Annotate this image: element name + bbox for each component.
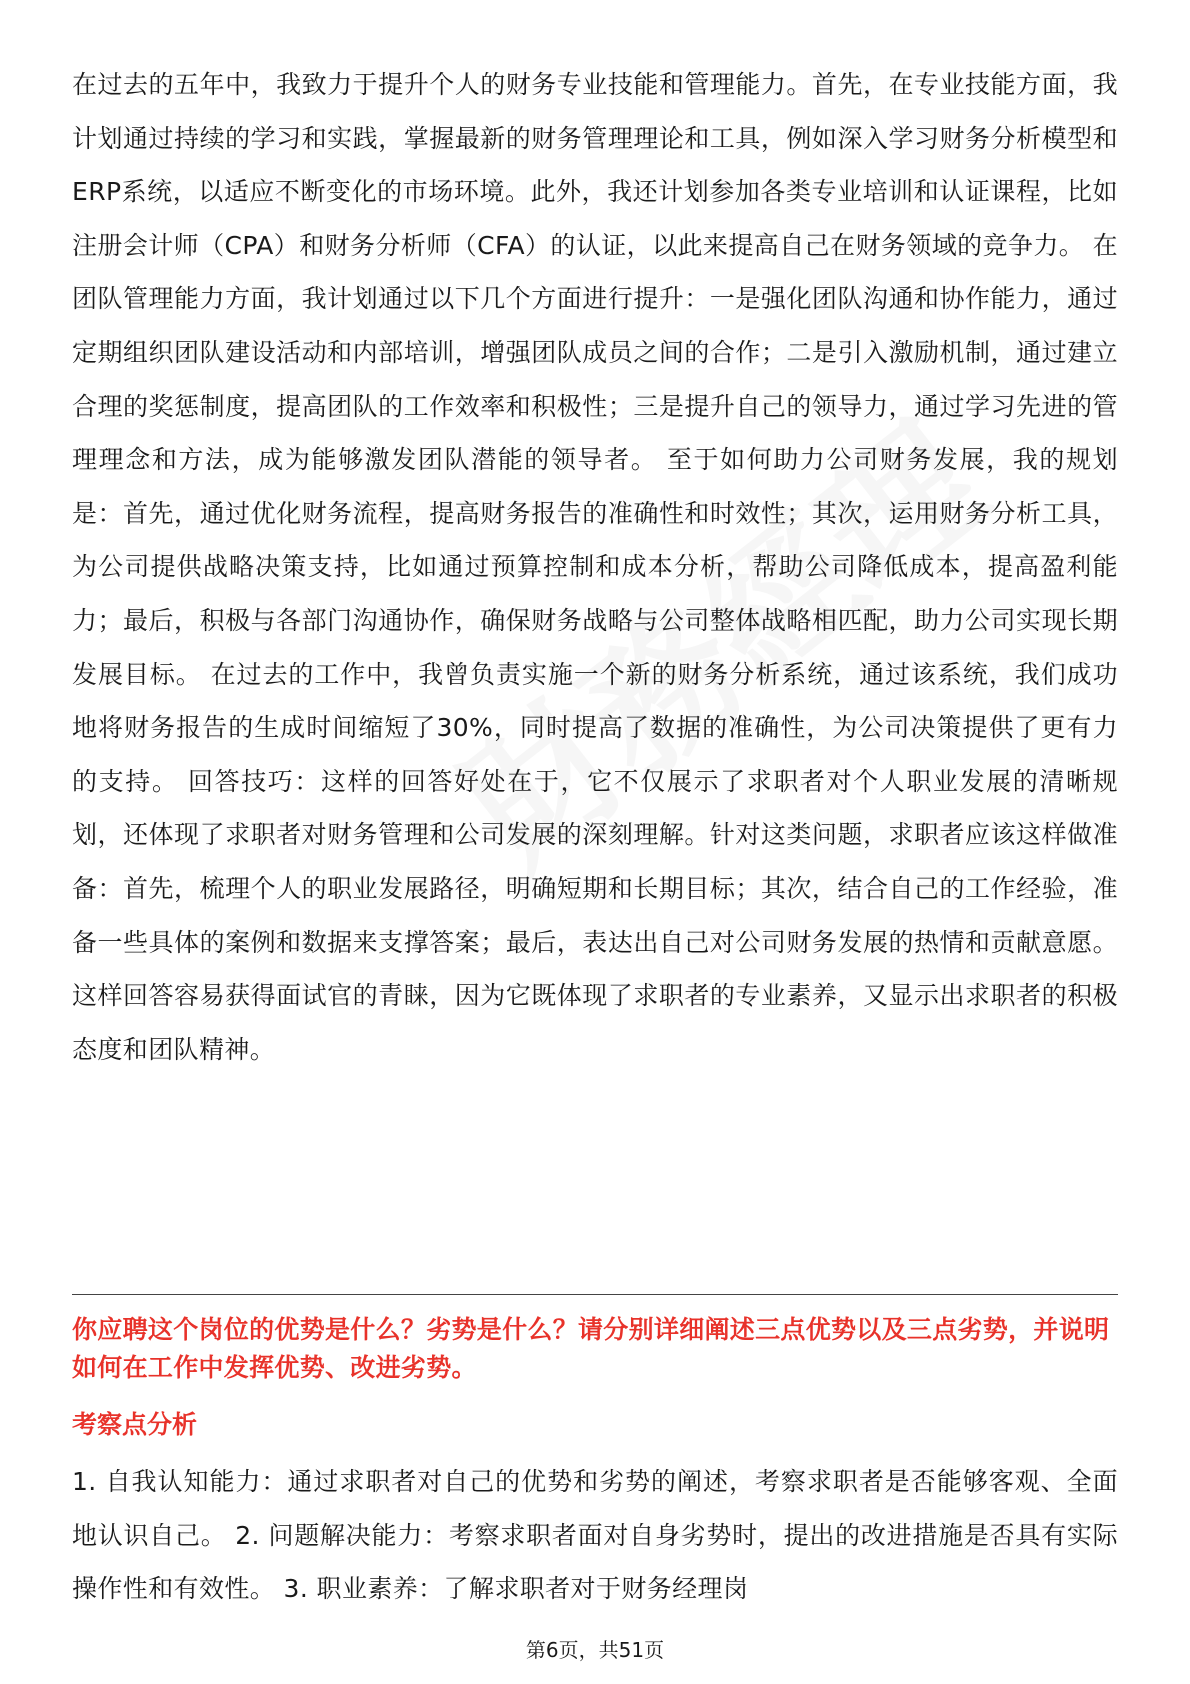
page-number: 第6页，共51页 — [525, 1638, 665, 1662]
interview-question: 你应聘这个岗位的优势是什么？劣势是什么？请分别详细阐述三点优势以及三点劣势，并说明如何在工作中发挥优势、改进劣势。 — [72, 1315, 1110, 1382]
answer-body — [72, 58, 1118, 1076]
analysis-paragraph: 1. 自我认知能力：通过求职者对自己的优势和劣势的阐述，考察求职者是否能够客观、全面地认识自己。 2. 问题解决能力：考察求职者面对自身劣势时，提出的改进措施是否具有实际操作性和有效性。 3. 职业素养：了解求职者对于财务经理岗 — [72, 1467, 1118, 1604]
answer-paragraph: 在过去的五年中，我致力于提升个人的财务专业技能和管理能力。首先，在专业技能方面，我计划通过持续的学习和实践，掌握最新的财务管理理论和工具，例如深入学习财务分析模型和ERP系统，以适应不断变化的市场环境。此外，我还计划参加各类专业培训和认证课程，比如注册会计师（CPA）和财务分析师（CFA）的认证，以此来提高自己在财务领域的竞争力。 在团队管理能力方面，我计划通过以下几个方面进行提升：一是强化团队沟通和协作能力，通过定期组织团队建设活动和内部培训，增强团队成员之间的合作；二是引入激励机制，通过建立合理的奖惩制度，提高团队的工作效率和积极性；三是提升自己的领导力，通过学习先进的管理理念和方法，成为能够激发团队潜能的领导者。 至于如何助力公司财务发展，我的规划是：首先，通过优化财务流程，提高财务报告的准确性和时效性；其次，运用财务分析工具，为公司提供战略决策支持，比如通过预算控制和成本分析，帮助公司降低成本，提高盈利能力；最后，积极与各部门沟通协作，确保财务战略与公司整体战略相匹配，助力公司实现长期发展目标。 在过去的工作中，我曾负责实施一个新的财务分析系统，通过该系统，我们成功地将财务报告的生成时间缩短了30%，同时提高了数据的准确性，为公司决策提供了更有力的支持。 回答技巧：这样的回答好处在于，它不仅展示了求职者对个人职业发展的清晰规划，还体现了求职者对财务管理和公司发展的深刻理解。针对这类问题，求职者应该这样做准备：首先，梳理个人的职业发展路径，明确短期和长期目标；其次，结合自己的工作经验，准备一些具体的案例和数据来支撑答案；最后，表达出自己对公司财务发展的热情和贡献意愿。这样回答容易获得面试官的青睐，因为它既体现了求职者的专业素养，又显示出求职者的积极态度和团队精神。 — [72, 70, 1118, 1064]
analysis-heading: 考察点分析 — [72, 1410, 198, 1439]
section-divider — [72, 1294, 1118, 1295]
